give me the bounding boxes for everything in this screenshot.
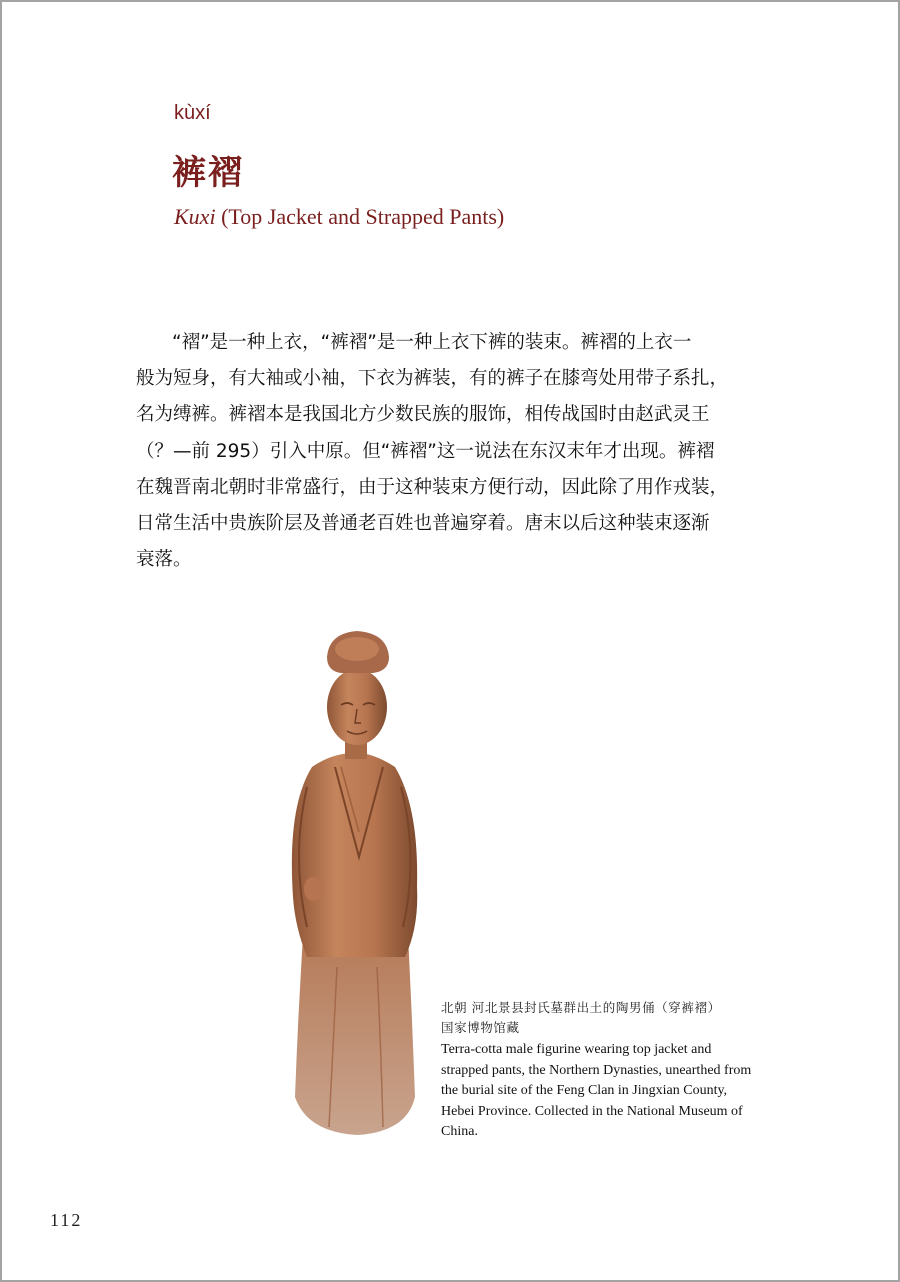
caption-english-line: Terra-cotta male figurine wearing top jacket and	[441, 1042, 712, 1057]
caption-chinese-line: 国家博物馆藏	[441, 1020, 520, 1035]
body-line: 日常生活中贵族阶层及普通老百姓也普遍穿着。唐末以后这种装束逐渐	[136, 513, 710, 535]
body-line: 般为短身，有大袖或小袖，下衣为裤装，有的裤子在膝弯处用带子系扎，	[136, 368, 729, 390]
entry-title-english	[174, 204, 504, 230]
caption-english-line: China.	[441, 1124, 478, 1139]
caption-english-line: Hebei Province. Collected in the National Museum of	[441, 1103, 743, 1119]
entry-title-english-rest: (Top Jacket and Strapped Pants)	[215, 204, 505, 229]
caption-english	[441, 1040, 771, 1143]
caption-english-line: strapped pants, the Northern Dynasties, unearthed from	[441, 1062, 752, 1078]
entry-title-chinese: 裤褶	[172, 153, 244, 193]
figure-caption	[441, 998, 771, 1143]
body-line: “褶”是一种上衣，“裤褶”是一种上衣下裤的装束。裤褶的上衣一	[172, 332, 692, 353]
body-line: 衰落。	[136, 549, 192, 571]
entry-pinyin: kùxí	[174, 102, 211, 124]
body-line: 在魏晋南北朝时非常盛行，由于这种装束方便行动，因此除了用作戎装，	[136, 476, 729, 498]
caption-chinese-line: 北朝 河北景县封氏墓群出土的陶男俑（穿裤褶）	[441, 1000, 721, 1015]
page-number: 112	[50, 1210, 83, 1230]
body-paragraph	[136, 325, 788, 578]
body-line: （？—前 295）引入中原。但“裤褶”这一说法在东汉末年才出现。裤褶	[136, 440, 715, 462]
body-line: 名为缚裤。裤褶本是我国北方少数民族的服饰，相传战国时由赵武灵王	[136, 404, 710, 426]
caption-english-line: the burial site of the Feng Clan in Jingxian County,	[441, 1083, 728, 1098]
entry-title-english-italic: Kuxi	[174, 204, 216, 229]
figurine-image	[277, 627, 437, 1137]
